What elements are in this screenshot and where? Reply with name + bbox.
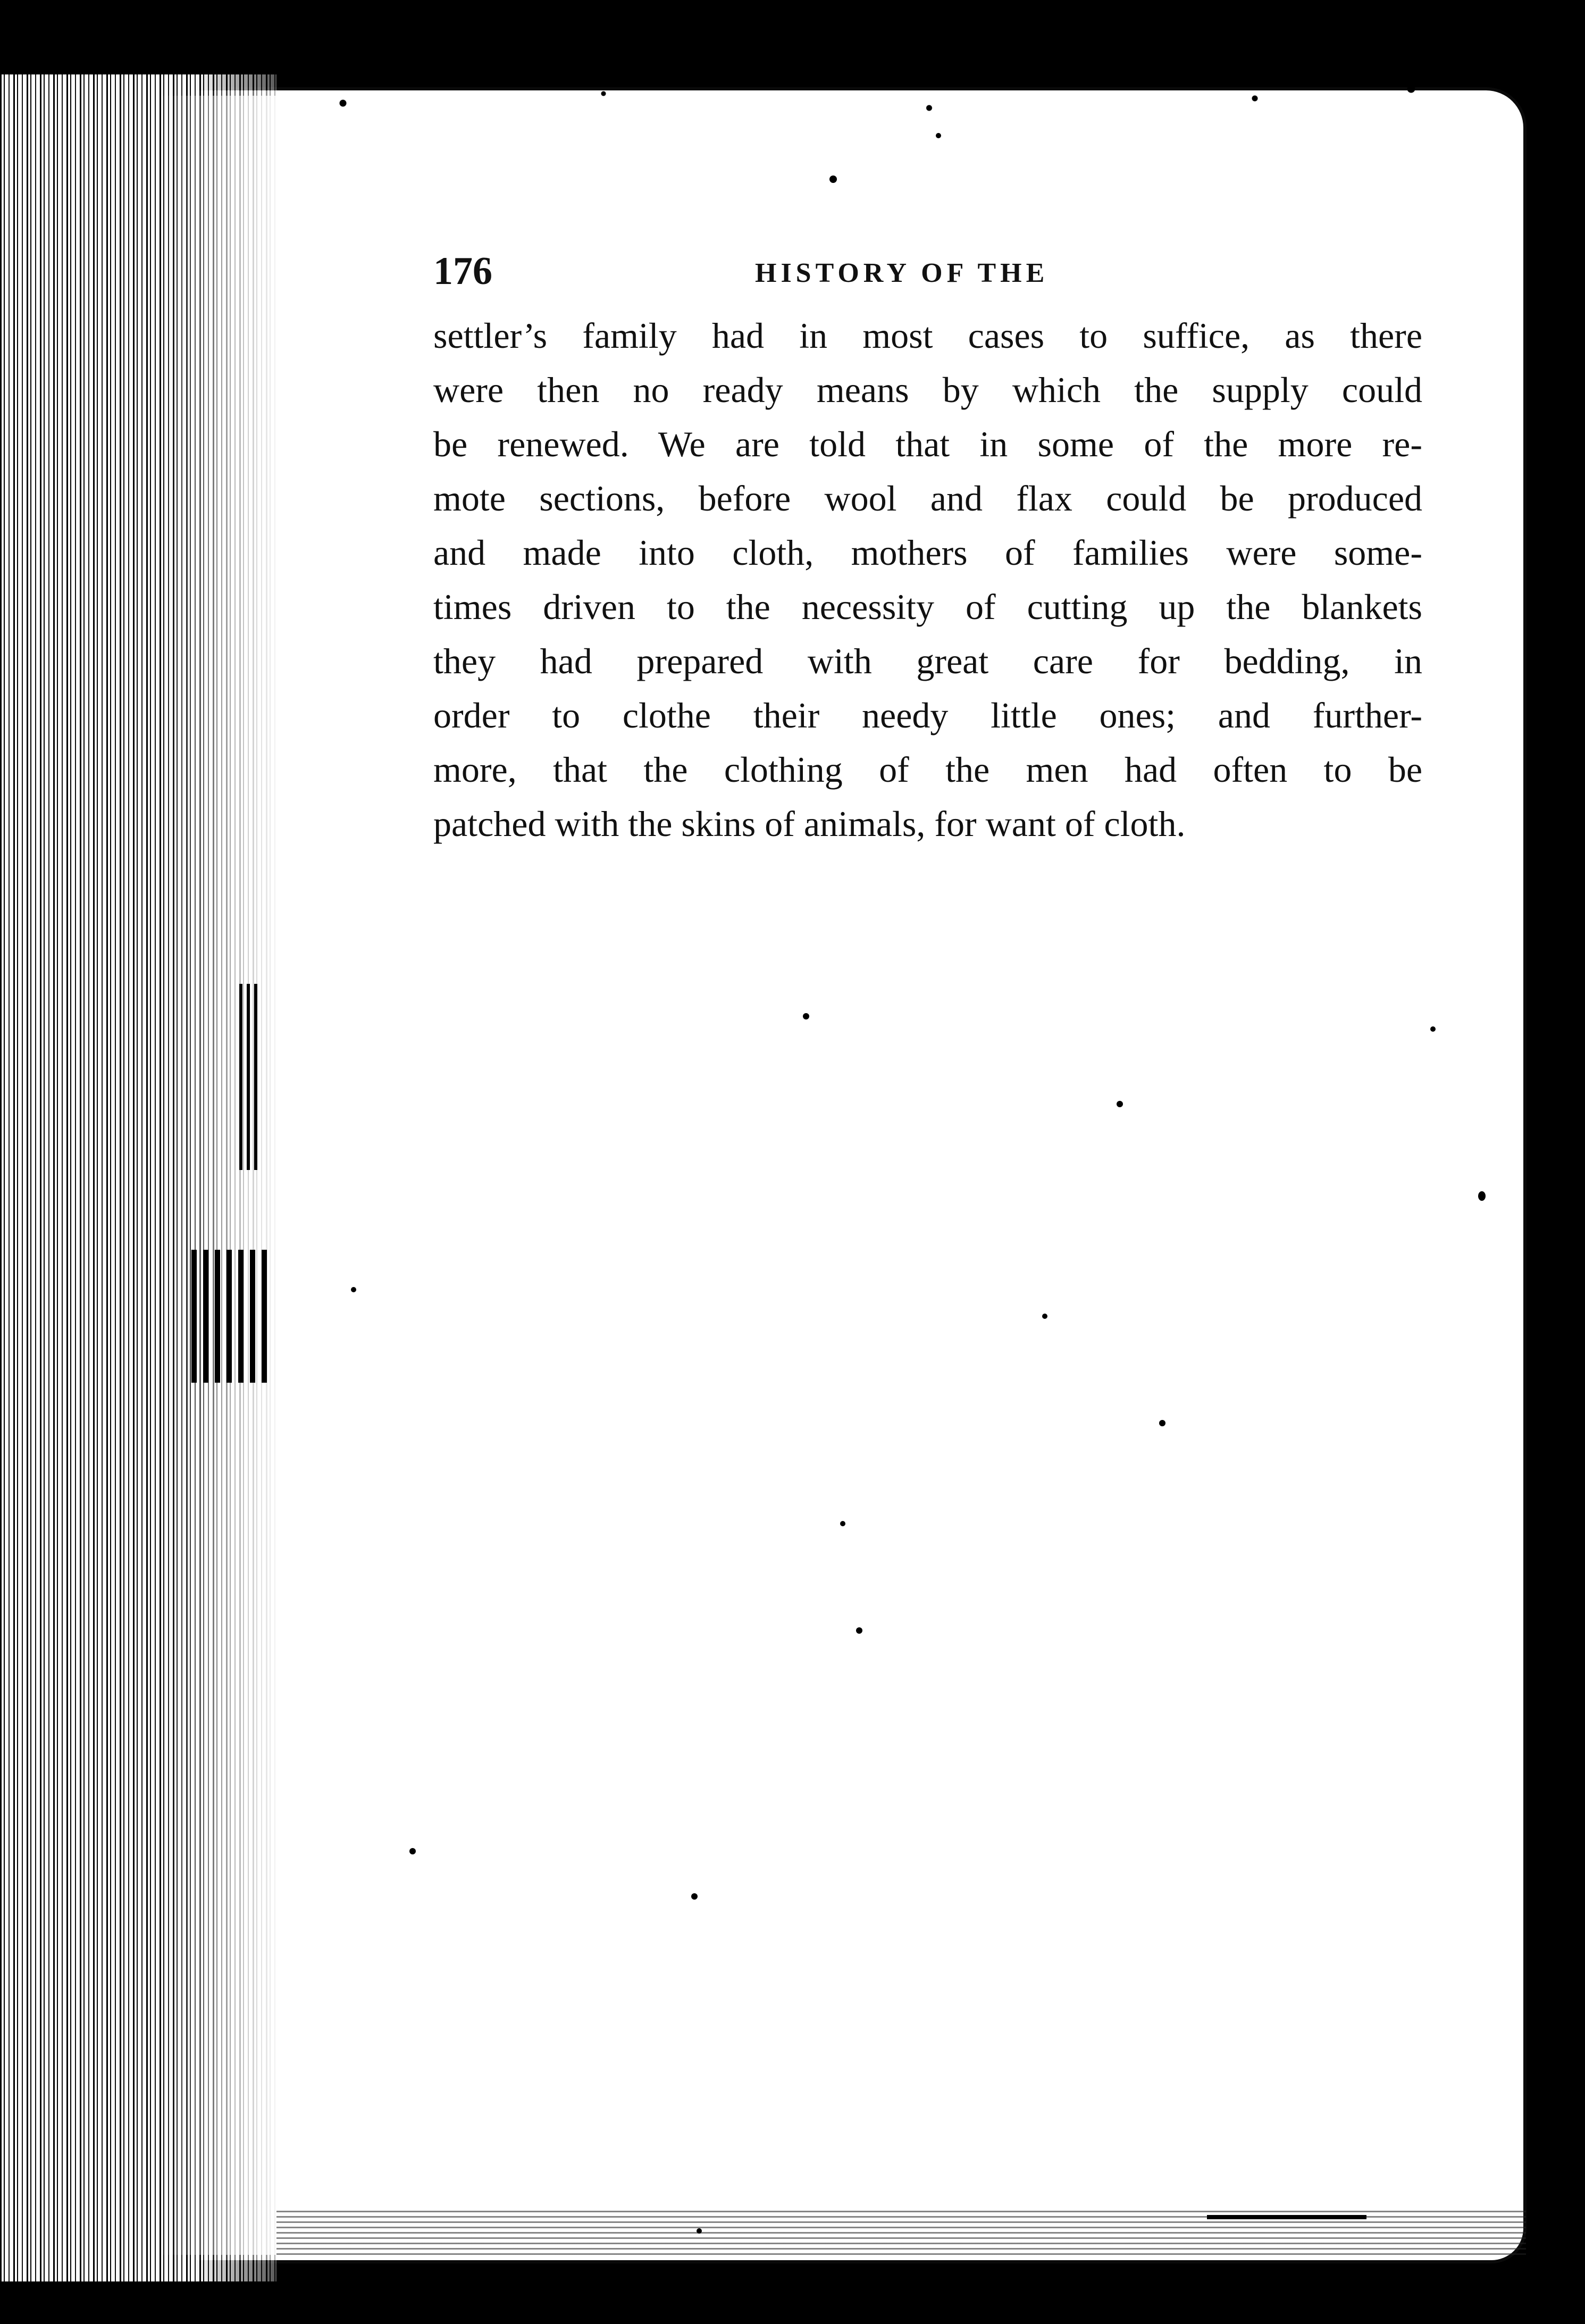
text-line: settler’s family had in most cases to suffice, as there bbox=[433, 315, 1422, 356]
gutter-marks bbox=[239, 984, 261, 1170]
dust-speck bbox=[351, 1287, 356, 1292]
dust-speck bbox=[1430, 1026, 1436, 1032]
text-line: be renewed. We are told that in some of the more re- bbox=[433, 424, 1422, 464]
dust-speck bbox=[409, 1848, 416, 1854]
text-line: were then no ready means by which the supply could bbox=[433, 370, 1422, 410]
text-line: order to clothe their needy little ones; and further- bbox=[433, 695, 1422, 735]
paragraph bbox=[433, 308, 1422, 851]
text-line: patched with the skins of animals, for want of cloth. bbox=[433, 804, 1186, 844]
text-line: times driven to the necessity of cutting up the blankets bbox=[433, 587, 1422, 627]
dust-speck bbox=[803, 1013, 809, 1019]
page-edges-fade bbox=[160, 96, 298, 2255]
text-line: more, that the clothing of the men had often to be bbox=[433, 749, 1422, 790]
dust-speck bbox=[1117, 1101, 1123, 1107]
dust-speck bbox=[697, 2228, 702, 2234]
page-number: 176 bbox=[433, 249, 492, 293]
running-head bbox=[433, 250, 1422, 308]
dust-speck bbox=[1478, 1191, 1486, 1201]
dust-speck bbox=[856, 1627, 862, 1634]
dust-speck bbox=[1159, 1420, 1165, 1426]
dust-speck bbox=[829, 175, 837, 183]
bottom-edge-noise bbox=[276, 2207, 1526, 2255]
top-edge-noise bbox=[213, 74, 1515, 122]
dust-speck bbox=[1042, 1314, 1047, 1319]
dust-speck bbox=[691, 1893, 698, 1900]
text-block bbox=[433, 250, 1422, 851]
text-line: mote sections, before wool and flax could be produced bbox=[433, 478, 1422, 519]
running-head-title: HISTORY OF THE bbox=[755, 258, 1049, 288]
bottom-edge-mark bbox=[1207, 2215, 1366, 2219]
text-line: and made into cloth, mothers of families were some- bbox=[433, 532, 1422, 573]
text-line: they had prepared with great care for bedding, in bbox=[433, 641, 1422, 681]
dust-speck bbox=[936, 133, 941, 138]
gutter-marks bbox=[191, 1250, 271, 1383]
dust-speck bbox=[840, 1521, 845, 1526]
